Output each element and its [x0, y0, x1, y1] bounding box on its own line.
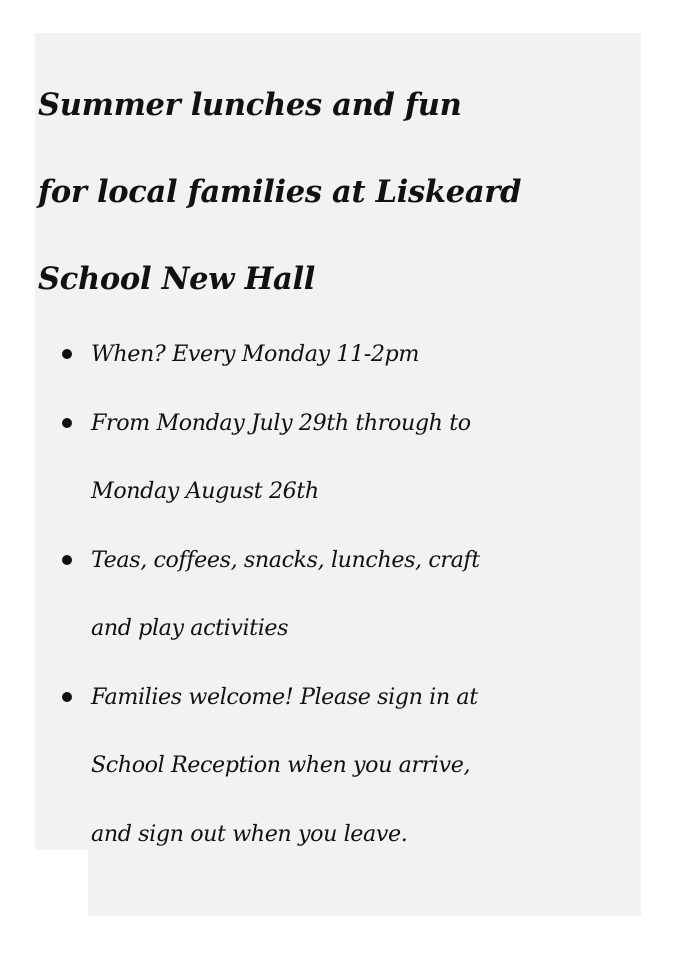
title-line: Summer lunches and fun: [38, 87, 462, 123]
list-item-welcome: [60, 663, 640, 869]
bullet-icon: [62, 349, 72, 359]
item-line: Teas, coffees, snacks, lunches, craft: [91, 546, 480, 573]
item-line: and sign out when you leave.: [91, 820, 408, 847]
title-line: for local families at Liskeard: [38, 174, 522, 210]
poster-title: [38, 62, 638, 323]
list-item-activities: [60, 526, 640, 663]
item-line: When? Every Monday 11-2pm: [91, 341, 419, 367]
list-item-when: [60, 320, 640, 389]
details-list: [60, 320, 640, 868]
bullet-icon: [62, 555, 72, 565]
item-line: School Reception when you arrive,: [91, 752, 471, 778]
title-line: School New Hall: [38, 261, 316, 297]
bullet-icon: [62, 418, 72, 428]
item-line: From Monday July 29th through to: [91, 409, 471, 436]
item-line: and play activities: [91, 615, 289, 641]
item-line: Families welcome! Please sign in at: [91, 683, 478, 710]
list-item-dates: [60, 389, 640, 526]
item-line: Monday August 26th: [91, 478, 319, 504]
bullet-icon: [62, 692, 72, 702]
